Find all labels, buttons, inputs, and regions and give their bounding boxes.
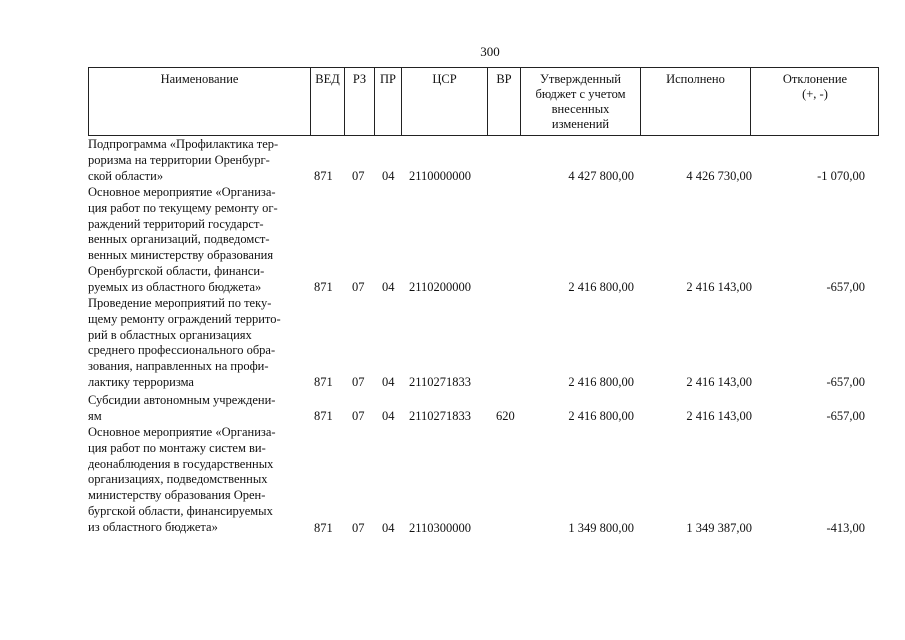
row-approved: 2 416 800,00 xyxy=(568,409,634,424)
table-row xyxy=(88,393,879,425)
row-rz: 07 xyxy=(352,169,365,184)
row-rz: 07 xyxy=(352,521,365,536)
row-csr: 2110000000 xyxy=(409,169,472,184)
row-approved: 2 416 800,00 xyxy=(568,375,634,390)
row-csr: 2110271833 xyxy=(409,375,472,390)
header-pr: ПР xyxy=(375,68,402,135)
row-name: Проведение мероприятий по теку- щему ремонту ограждений террито- рий в областных организациях среднего профессионального обра- зования, направленных на профи- лактику терроризма xyxy=(88,296,281,389)
table-row xyxy=(88,296,879,391)
row-executed: 2 416 143,00 xyxy=(686,280,752,295)
row-csr: 2110300000 xyxy=(409,521,472,536)
row-approved: 1 349 800,00 xyxy=(568,521,634,536)
header-rz: РЗ xyxy=(345,68,375,135)
header-ved: ВЕД xyxy=(311,68,345,135)
row-name: Основное мероприятие «Организа- ция работ по текущему ремонту ог- раждений территорий государст- венных организаций, подведомст- венных министерству образования Оренбургской области, финанси- руемых из областного бюджета» xyxy=(88,185,278,294)
row-deviation: -657,00 xyxy=(826,280,865,295)
row-executed: 2 416 143,00 xyxy=(686,375,752,390)
row-ved: 871 xyxy=(314,280,333,295)
header-csr: ЦСР xyxy=(402,68,488,135)
row-csr: 2110271833 xyxy=(409,409,472,424)
row-executed: 1 349 387,00 xyxy=(686,521,752,536)
row-approved: 4 427 800,00 xyxy=(568,169,634,184)
row-csr: 2110200000 xyxy=(409,280,472,295)
row-rz: 07 xyxy=(352,280,365,295)
row-name: Подпрограмма «Профилактика тер- роризма на территории Оренбург- ской области» xyxy=(88,137,279,183)
table-row xyxy=(88,185,879,296)
header-name: Наименование xyxy=(89,68,311,135)
row-deviation: -1 070,00 xyxy=(817,169,865,184)
header-vr: ВР xyxy=(488,68,521,135)
header-executed: Исполнено xyxy=(641,68,751,135)
row-deviation: -657,00 xyxy=(826,409,865,424)
table-row xyxy=(88,425,879,537)
row-deviation: -657,00 xyxy=(826,375,865,390)
row-ved: 871 xyxy=(314,169,333,184)
row-pr: 04 xyxy=(382,280,395,295)
row-pr: 04 xyxy=(382,521,395,536)
row-executed: 4 426 730,00 xyxy=(686,169,752,184)
row-vr: 620 xyxy=(496,409,515,424)
page-number: 300 xyxy=(480,44,500,59)
row-pr: 04 xyxy=(382,409,395,424)
row-executed: 2 416 143,00 xyxy=(686,409,752,424)
row-name: Основное мероприятие «Организа- ция работ по монтажу систем ви- деонаблюдения в государственных организациях, подведомственных министерству образования Орен- бургской области, финансируемых из областного бюджета» xyxy=(88,425,276,534)
row-ved: 871 xyxy=(314,375,333,390)
row-pr: 04 xyxy=(382,375,395,390)
row-ved: 871 xyxy=(314,409,333,424)
table-row xyxy=(88,137,879,185)
row-pr: 04 xyxy=(382,169,395,184)
row-rz: 07 xyxy=(352,375,365,390)
row-ved: 871 xyxy=(314,521,333,536)
table-header xyxy=(88,67,879,136)
header-deviation: Отклонение (+, -) xyxy=(782,72,848,101)
row-approved: 2 416 800,00 xyxy=(568,280,634,295)
header-approved: Утвержденный бюджет с учетом внесенных изменений xyxy=(521,68,641,135)
row-rz: 07 xyxy=(352,409,365,424)
row-deviation: -413,00 xyxy=(826,521,865,536)
row-name: Субсидии автономным учреждени- ям xyxy=(88,393,276,423)
